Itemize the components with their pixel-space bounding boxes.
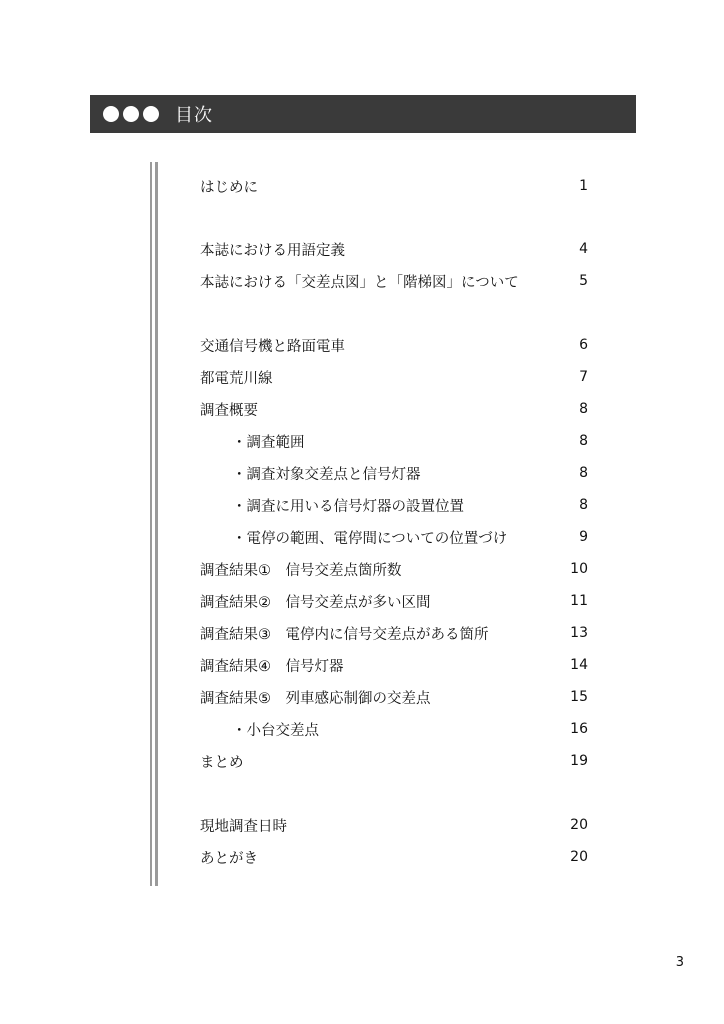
toc-entry-page: 4 <box>579 241 588 257</box>
toc-entry-label: ・小台交差点 <box>232 722 319 739</box>
toc-entry[interactable] <box>200 365 588 389</box>
toc-entry-label: あとがき <box>200 850 258 867</box>
toc-subentry[interactable] <box>200 429 588 453</box>
toc-entry-page: 7 <box>579 369 588 385</box>
toc-entry-page: 20 <box>570 849 588 865</box>
toc-entry[interactable] <box>200 685 588 709</box>
toc-entry-page: 15 <box>570 689 588 705</box>
toc-entry-label: 調査結果⑤ 列車感応制御の交差点 <box>200 690 431 707</box>
toc-entry-page: 16 <box>570 721 588 737</box>
toc-entry-page: 20 <box>570 817 588 833</box>
toc-entry[interactable] <box>200 589 588 613</box>
toc-entry-label: 調査結果② 信号交差点が多い区間 <box>200 594 431 611</box>
toc-subentry[interactable] <box>200 493 588 517</box>
page-title: 目次 <box>175 105 213 126</box>
toc-entry-page: 8 <box>579 401 588 417</box>
toc-entry-label: 本誌における「交差点図」と「階梯図」について <box>200 274 519 291</box>
toc-entry[interactable] <box>200 269 588 293</box>
page-number: 3 <box>675 955 684 970</box>
toc-entry-label: 調査結果④ 信号灯器 <box>200 658 344 675</box>
toc-subentry[interactable] <box>200 461 588 485</box>
toc-entry-page: 14 <box>570 657 588 673</box>
toc-entry-label: 調査概要 <box>200 402 258 419</box>
toc-subentry[interactable] <box>200 525 588 549</box>
toc-entry[interactable] <box>200 749 588 773</box>
toc-entry-label: まとめ <box>200 754 244 771</box>
toc-entry[interactable] <box>200 813 588 837</box>
toc-entry[interactable] <box>200 653 588 677</box>
toc-entry-label: ・調査に用いる信号灯器の設置位置 <box>232 498 464 515</box>
toc-entry[interactable] <box>200 237 588 261</box>
toc-entry-page: 8 <box>579 497 588 513</box>
toc-entry-page: 11 <box>570 593 588 609</box>
toc-entry-page: 5 <box>579 273 588 289</box>
toc-entry-page: 13 <box>570 625 588 641</box>
toc-entry-label: 調査結果③ 電停内に信号交差点がある箇所 <box>200 626 489 643</box>
toc-entry[interactable] <box>200 557 588 581</box>
toc-entry[interactable] <box>200 333 588 357</box>
toc-subentry[interactable] <box>200 717 588 741</box>
toc-entry-label: 交通信号機と路面電車 <box>200 338 345 355</box>
toc-entry-label: 現地調査日時 <box>200 818 287 835</box>
toc-entry-label: 調査結果① 信号交差点箇所数 <box>200 562 402 579</box>
toc-entry-label: 都電荒川線 <box>200 370 273 387</box>
toc-entry-page: 1 <box>579 178 588 194</box>
toc-entry-label: ・調査対象交差点と信号灯器 <box>232 466 421 483</box>
toc-entry-label: 本誌における用語定義 <box>200 242 345 259</box>
toc-entry[interactable] <box>200 621 588 645</box>
toc-entry-label: はじめに <box>200 179 258 196</box>
toc-entry-label: ・調査範囲 <box>232 434 305 451</box>
toc-entry[interactable] <box>200 174 588 198</box>
toc-entry-page: 8 <box>579 465 588 481</box>
toc-entry[interactable] <box>200 397 588 421</box>
toc-entry-page: 9 <box>579 529 588 545</box>
toc-entry-page: 10 <box>570 561 588 577</box>
toc-entry-page: 19 <box>570 753 588 769</box>
toc-entry-label: ・電停の範囲、電停間についての位置づけ <box>232 530 508 547</box>
toc-entry-page: 8 <box>579 433 588 449</box>
toc-entry-page: 6 <box>579 337 588 353</box>
toc-entry[interactable] <box>200 845 588 869</box>
